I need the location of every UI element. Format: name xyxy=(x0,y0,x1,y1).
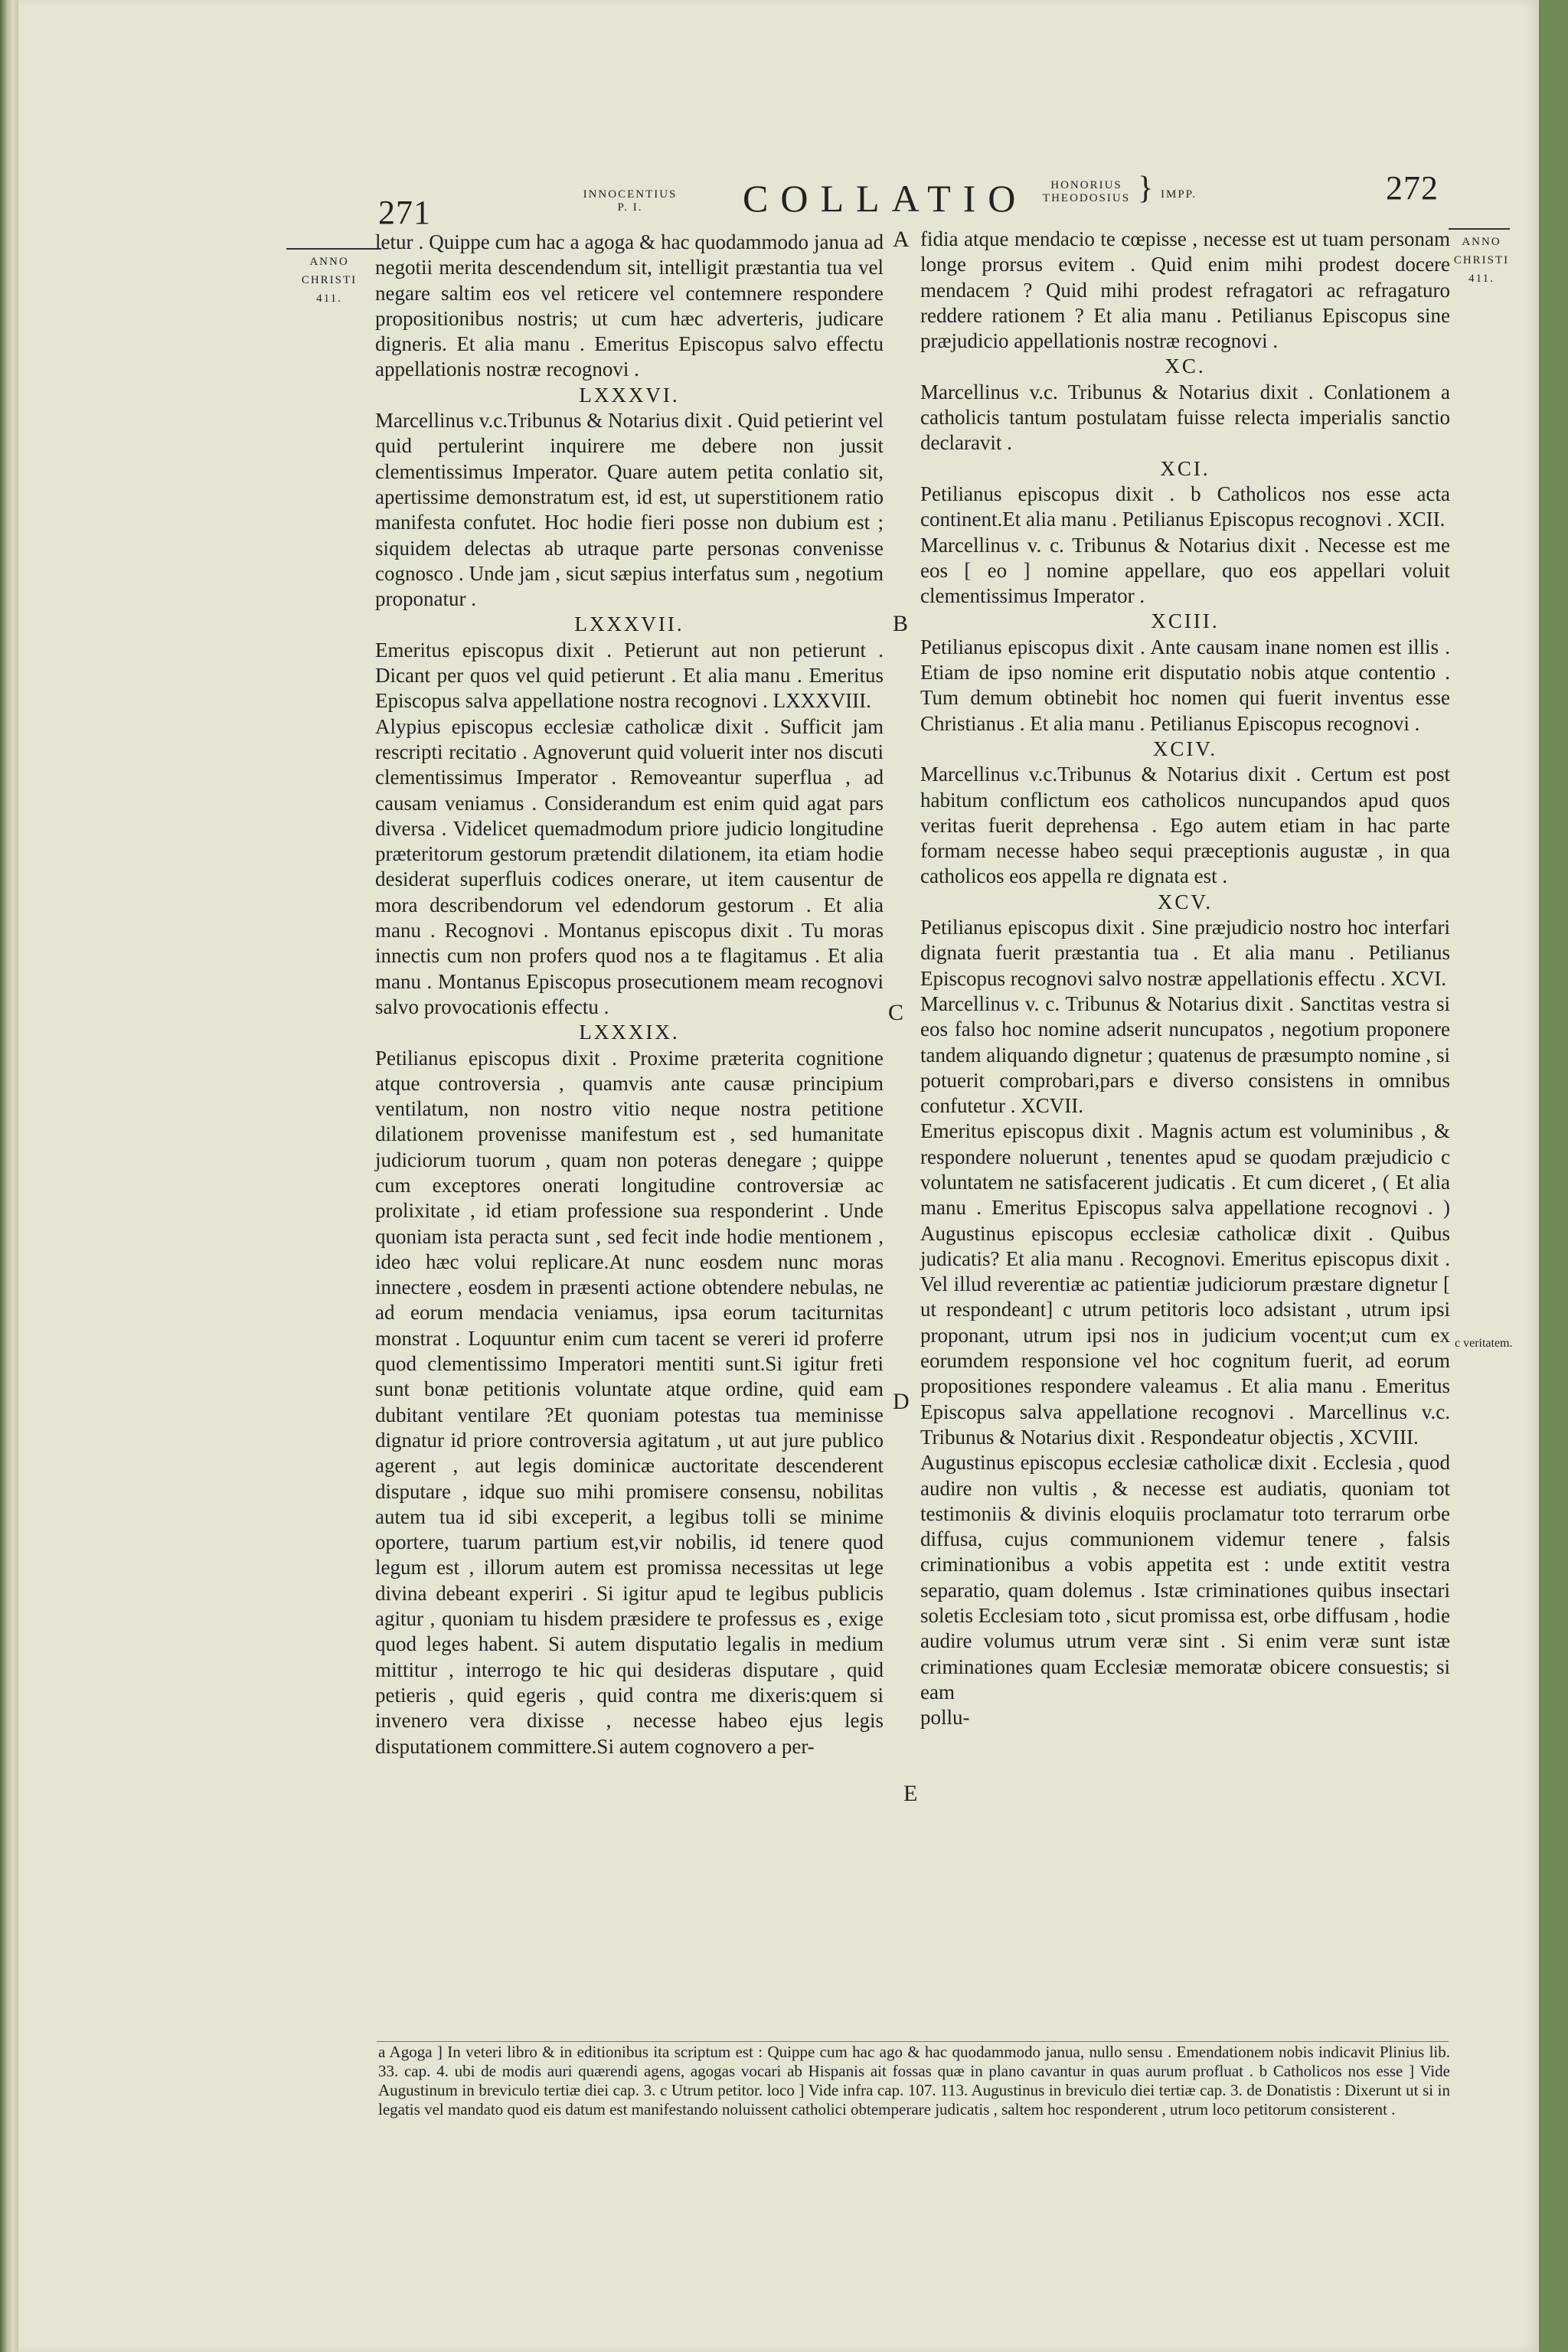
right-column-section-number: XCIII. xyxy=(1151,609,1220,633)
right-column-paragraph: Marcellinus v.c.Tribunus & Notarius dixit . Certum est post habitum conflictum eos catholicos nuncupandos apud quos veritas fuerit deprehensa . Ego autem etiam in hac parte formam necesse habeo sequi præceptionis augustæ , in qua catholicos eos appella re dignata est . xyxy=(920,763,1450,888)
brace-icon: } xyxy=(1138,171,1154,206)
running-head-left-bottom: P. I. xyxy=(617,201,643,214)
left-column-paragraph: Alypius episcopus ecclesiæ catholicæ dixit . Sufficit jam rescripti recitatio . Agnoverunt quid voluerit inter nos discuti clementissimus Imperator . Removeantur superflua , ad causam veniamus . Considerandum est enim quid agat pars diversa . Videlicet quemadmodum priore judicio longitudine præteritorum gestorum prætendit dilationem, ita etiam hodie desiderat superfluis codices onerare, ut item causentur de mora describendorum vel edendorum gestorum . Et alia manu . Recognovi . Montanus episcopus dixit . Tu moras innectis cum non profers quod nos a te flagitamus . Et alia manu . Montanus Episcopus prosecutionem meam recognovi salvo provocationis effectu . xyxy=(375,714,884,1018)
margin-anno-left: ANNO CHRISTI 411. xyxy=(301,256,358,305)
right-column-section-number: XCI. xyxy=(1160,456,1210,480)
right-column-section-number: XCV. xyxy=(1157,890,1214,913)
left-column-section-number: LXXXVII. xyxy=(574,612,684,636)
right-column-paragraph: Augustinus episcopus ecclesiæ catholicæ dixit . Ecclesia , quod audire non vultis , & necesse est audiatis, quoniam tot testimoniis & divinis eloquiis proclamatur toto terrarum orbe diffusa, cujus communionem videmur tenere , falsis criminationibus a vobis appetita est : unde extitit vestra separatio, quam dolemus . Istæ criminationes quibus insectari soletis Ecclesiam toto , sicut promissa est, orbe diffusam , hodie audire volumus utrum veræ sint . Si enim veræ sunt istæ criminationes quam Ecclesiæ memoratæ obicere consuestis; si eam xyxy=(920,1451,1450,1704)
page-edge xyxy=(0,0,18,2352)
section-letter-c: C xyxy=(888,1000,904,1025)
page-number-left: 271 xyxy=(378,194,431,231)
section-letter-b: B xyxy=(893,611,909,636)
right-column-paragraph: Petilianus episcopus dixit . Ante causam inane nomen est illis . Etiam de ipso nomine erit disputatio nobis atque contentio . Tum demum obtinebit hoc nomen qui fuerit inventus esse Christianus . Et alia manu . Petilianus Episcopus recognovi . xyxy=(920,635,1450,735)
section-letter-e: E xyxy=(903,1781,918,1806)
section-letter-d: D xyxy=(893,1389,910,1414)
running-head-right xyxy=(1037,179,1136,205)
running-head-right-top: HONORIUS xyxy=(1050,179,1122,191)
left-text-column xyxy=(375,230,884,2026)
side-note-veritatem: c veritatem. xyxy=(1455,1337,1513,1350)
left-column-paragraph: Emeritus episcopus dixit . Petierunt aut non petierunt . Dicant per quos vel quid petierunt . Et alia manu . Emeritus Episcopus salva appellatione nostra recognovi . LXXXVIII. xyxy=(375,638,884,713)
page-title: COLLATIO xyxy=(743,177,1028,220)
right-text-column xyxy=(920,227,1450,2026)
right-column-paragraph: Marcellinus v. c. Tribunus & Notarius dixit . Necesse est me eos [ eo ] nomine appellare, quo eos appellari voluit clementissimus Imperator . xyxy=(920,533,1450,608)
right-column-paragraph: Petilianus episcopus dixit . Sine præjudicio nostro hoc interfari dignata fuerit præstantia tua . Et alia manu . Petilianus Episcopus recognovi salvo nostræ appellationis effectu . XCVI. xyxy=(920,916,1450,990)
running-head-right-bottom: THEODOSIUS xyxy=(1042,192,1131,204)
right-column-section-number: XCIV. xyxy=(1152,737,1218,760)
right-column-paragraph: Emeritus episcopus dixit . Magnis actum est voluminibus , & respondere noluerunt , tenentes apud se quodam præjudicio c voluntatem ne satisfacerent judicatis . Et cum diceret , ( Et alia manu . Emeritus Episcopus salva appellatione recognovi . ) Augustinus episcopus ecclesiæ catholicæ dixit . Quibus judicatis? Et alia manu . Recognovi. Emeritus episcopus dixit . Vel illud reverentiæ ac patientiæ judiciorum præstare dignetur [ ut respondeant] c utrum petitoris loco adsistant , utrum ipsi proponant, utrum ipsi nos in judicium vocent;ut cum ex eorumdem responsione vel hoc cognitum fuerit, ad eorum propositiones respondere valeamus . Et alia manu . Emeritus Episcopus salva appellatione recognovi . Marcellinus v.c. Tribunus & Notarius dixit . Respondeatur objectis , XCVIII. xyxy=(920,1119,1450,1449)
right-column-section-number: XC. xyxy=(1165,354,1206,378)
page-number-right: 272 xyxy=(1386,169,1439,207)
margin-anno-right: ANNO CHRISTI 411. xyxy=(1453,236,1510,285)
footnote-rule xyxy=(377,2041,1449,2042)
right-column-paragraph: pollu- xyxy=(920,1706,970,1730)
left-column-paragraph: Petilianus episcopus dixit . Proxime præterita cognitione atque controversia , quamvis ante causæ principium ventilatum, non nostro vitio neque nostra petitione dilationem provenisse manifestum est , sed humanitate judiciorum tuorum , quam non poteras denegare ; quippe cum exceptores onerati longitudine controversiæ ac prolixitate , id etiam professione sua responderint . Unde quoniam ista peracta sunt , sed fecit inde hodie mentionem , ideo hæc volui replicare.At nunc eosdem nunc moras innectere , eosdem in præsenti actione obtendere nebulas, ne ad eorum mendacia veniamus, ipsa eorum taciturnitas monstrat . Loquuntur enim cum tacent se vereri id proferre quod clementissimo Imperatori mentiti sunt.Si igitur freti sunt bonæ petitionis voluntate atque ordine, quid eam dubitant ventilare ?Et quoniam potestas tua meminisse dignatur id priore controversia agitatum , ut aut jure publico agerent , aut legis dominicæ auctoritate descenderent disputare , idque suo mihi promisere consensu, nobilitas autem tua id sibi exceperit, a legibus tolli se minime oportere, tuarum partium est,vir nobilis, id tenere quod legum est , illorum autem est promissa necessitas ut lege divina debeant experiri . Si igitur apud te legibus publicis agitur , quoniam tu hisdem præsidere te professus es , exige quod leges habent. Si autem disputatio legalis in medium mittitur , interrogo te hic qui desideras disputare , quid petieris , quid egeris , quid contra me dixeris:quem si invenero vera dixisse , necesse habeo ejus legis disputationem committere.Si autem cognovero a per- xyxy=(375,1046,884,1758)
running-head-right-suffix: IMPP. xyxy=(1161,188,1197,201)
footnotes xyxy=(378,2043,1450,2119)
book-page xyxy=(18,0,1539,2352)
left-column-section-number: LXXXIX. xyxy=(579,1021,680,1044)
margin-rule-left xyxy=(286,248,381,250)
margin-rule-right xyxy=(1449,228,1510,230)
left-column-paragraph: letur . Quippe cum hac a agoga & hac quodammodo janua ad negotii merita descendendum sit, intelligit præstantia tua vel negare saltim eos vel reticere vel contemnere respondere propositionibus nostris; ut cum hæc adverteris, judicare digneris. Et alia manu . Emeritus Episcopus salvo effectu appellationis nostræ recognovi . xyxy=(375,230,884,381)
right-column-paragraph: fidia atque mendacio te cœpisse , necesse est ut tuam personam longe prorsus evitem . Quid enim mihi prodest docere mendacem ? Quid mihi prodest refragatori ac refragaturo reddere rationem ? Et alia manu . Petilianus Episcopus sine præjudicio appellationis nostræ recognovi . xyxy=(920,227,1450,353)
running-head-left-top: INNOCENTIUS xyxy=(583,188,678,201)
right-column-paragraph: Petilianus episcopus dixit . b Catholicos nos esse acta continent.Et alia manu . Petilianus Episcopus recognovi . XCII. xyxy=(920,482,1450,531)
right-column-paragraph: Marcellinus v. c. Tribunus & Notarius dixit . Sanctitas vestra si eos falso hoc nomine adserit nuncupatos , negotium proponere tandem aliquando dignetur ; quatenus de præsumpto nomine , si potuerit comprobari,pars e diverso consistens in omnibus confutetur . XCVII. xyxy=(920,991,1450,1118)
right-column-paragraph: Marcellinus v.c. Tribunus & Notarius dixit . Conlationem a catholicis tantum postulatam fuisse relecta imperialis sanctio declaravit . xyxy=(920,380,1450,455)
left-column-paragraph: Marcellinus v.c.Tribunus & Notarius dixit . Quid petierint vel quid pertulerint inquirere me debere non jussit clementissimus Imperator. Quare autem petita conlatio sit, apertissime demonstratum est, id est, ut superstitionem ratio manifesta confutet. Hoc hodie fieri posse non dubium est ; siquidem delectas ab utraque parte personas convenisse cognosco . Unde jam , sicut sæpius interfatus sum , negotium proponatur . xyxy=(375,409,884,611)
section-letter-a: A xyxy=(893,227,910,252)
running-head-left xyxy=(573,188,688,214)
footnote-text: a Agoga ] In veteri libro & in editionibus ita scriptum est : Quippe cum hac ago & hac quodammodo janua, nullo sensu . Emendationem nobis indicavit Plinius lib. 33. cap. 4. ubi de modis auri quærendi agens, agogas vocari ab Hispanis ait fossas quæ in plano cavantur in quas aurum profluat . b Catholicos nos esse ] Vide Augustinum in breviculo tertiæ diei cap. 3. c Utrum petitor. loco ] Vide infra cap. 107. 113. Augustinus in breviculo diei tertiæ cap. 3. de Donatistis : Dixerunt ut si in legatis vel mandato quod eis datum est manifestando noluissent catholici obtemperare judicatis , saltem hoc responderent , utrum loco petitorum consisterent . xyxy=(378,2043,1450,2118)
left-column-section-number: LXXXVI. xyxy=(579,383,680,407)
